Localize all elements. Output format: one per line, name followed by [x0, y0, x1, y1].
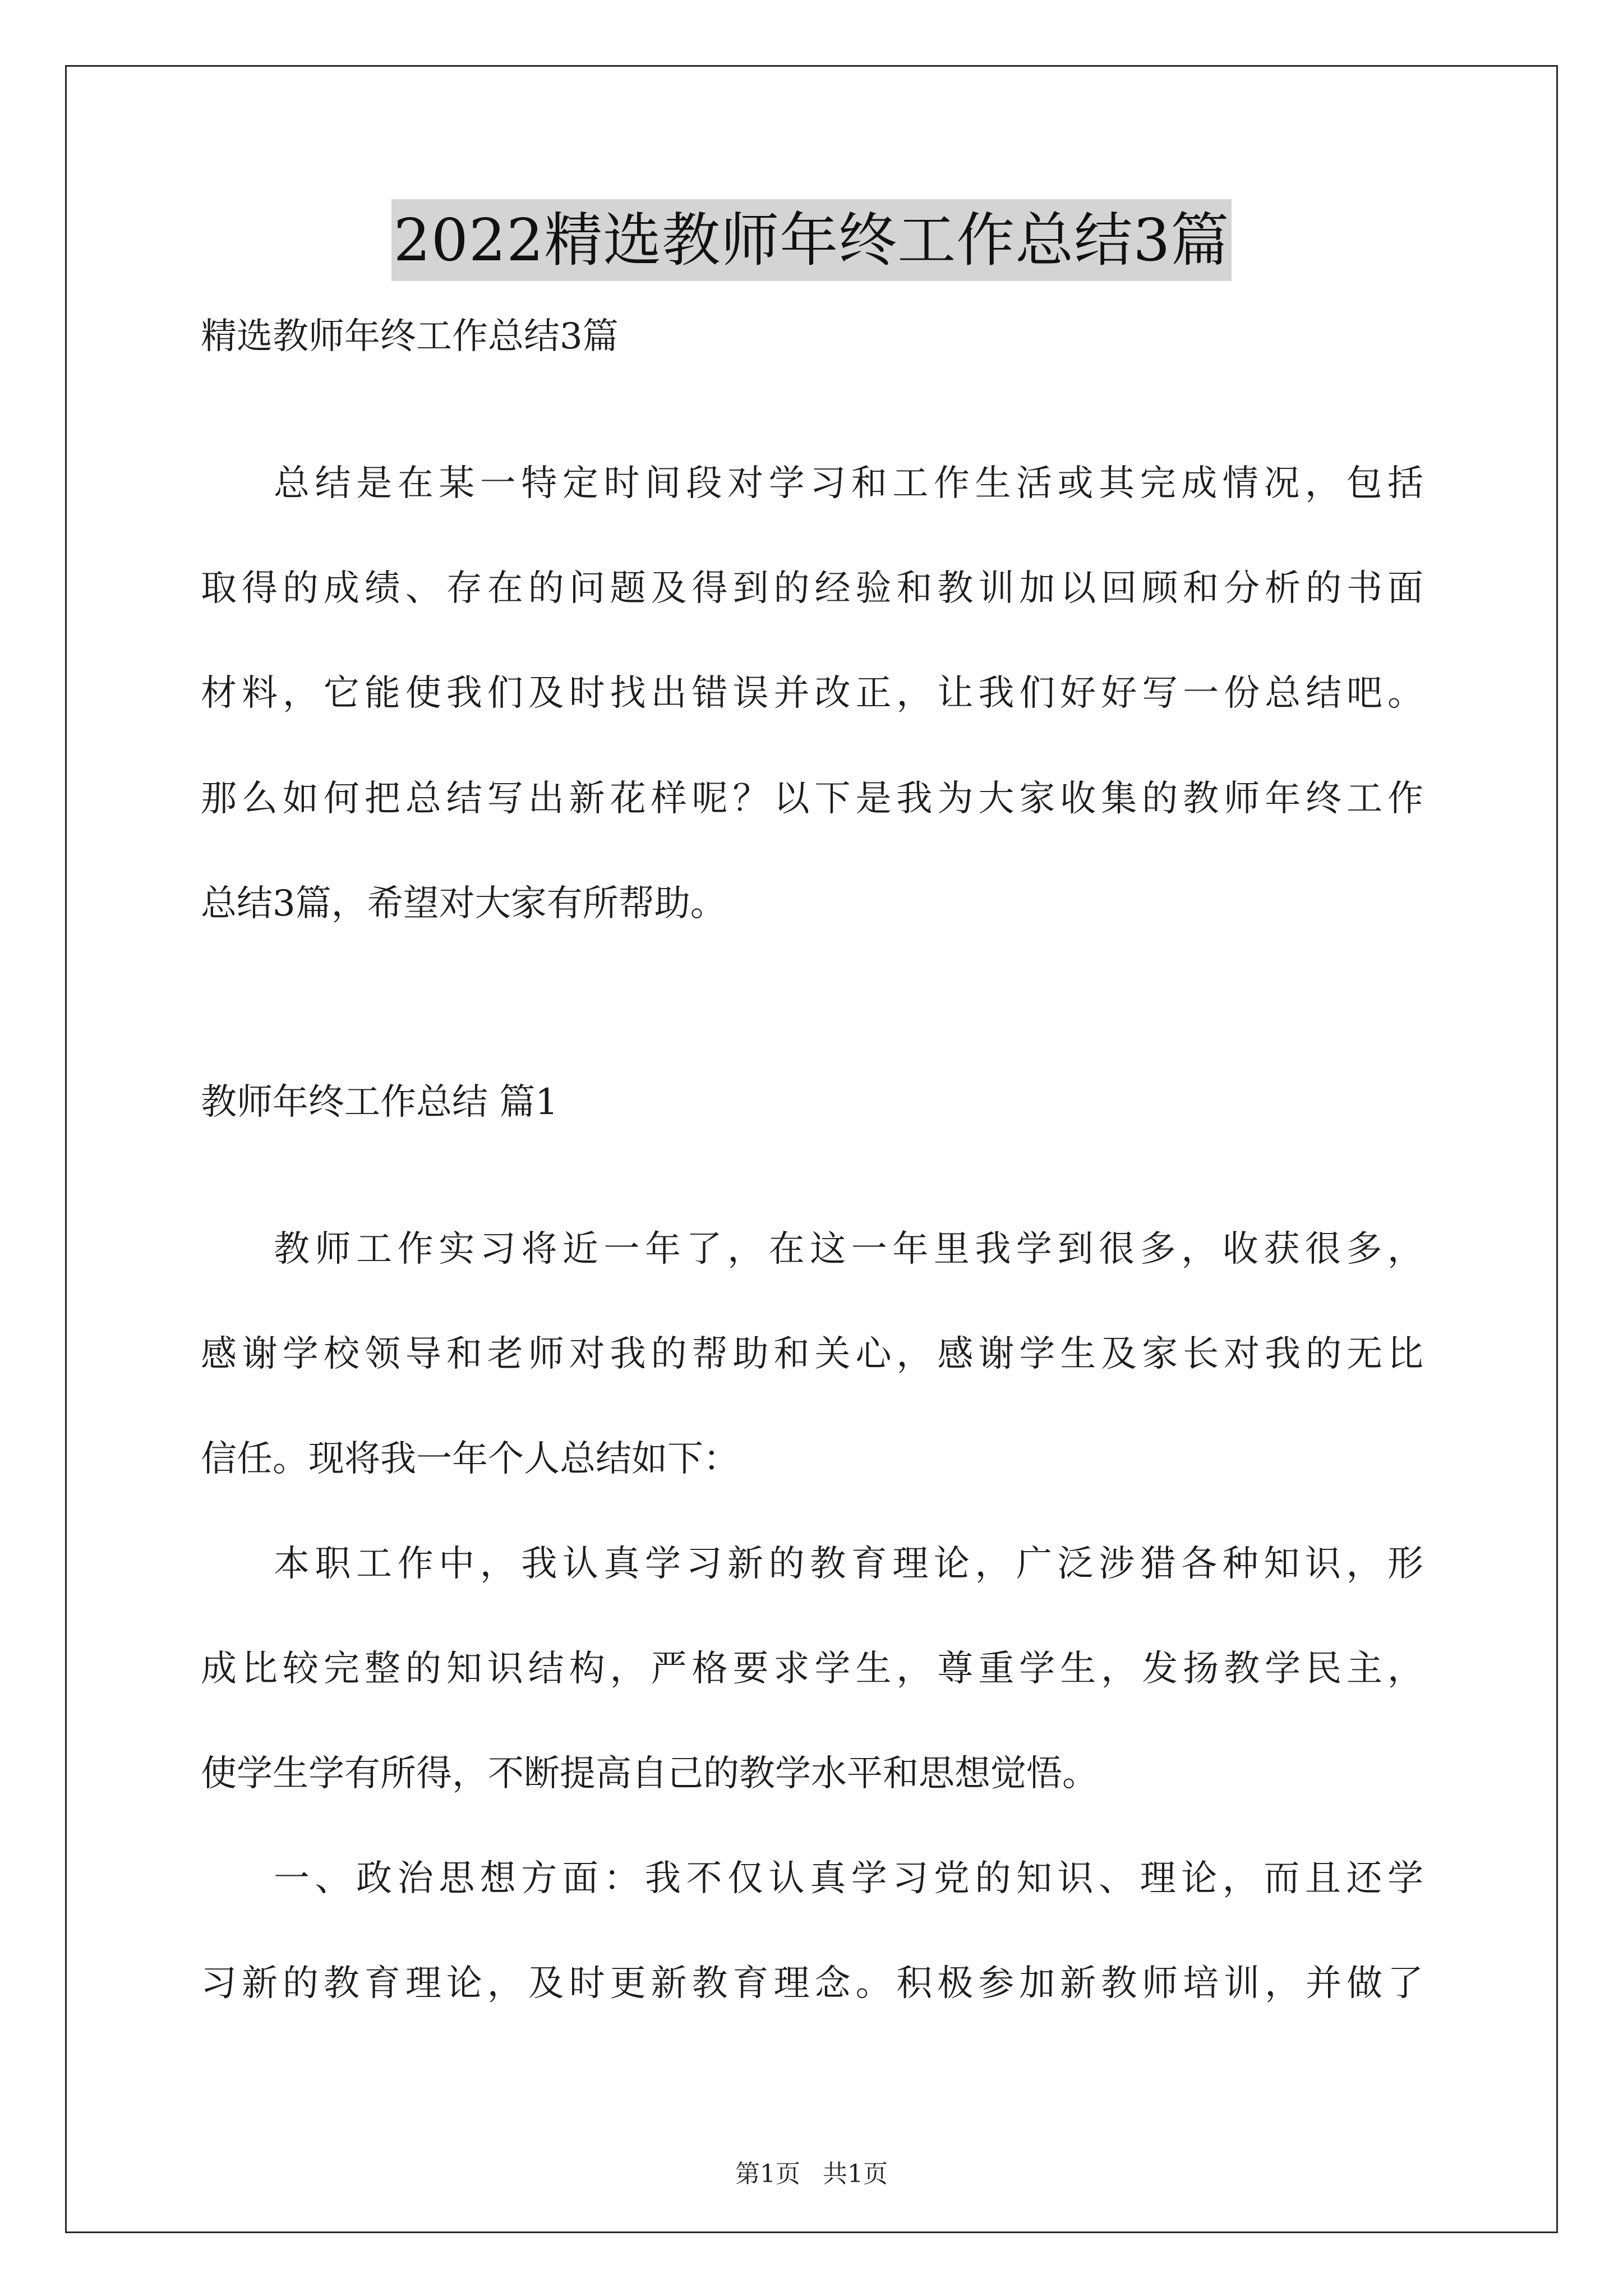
page-footer — [0, 2159, 1623, 2190]
intro-line: 那么如何把总结写出新花样呢？以下是我为大家收集的教师年终工作 — [201, 778, 1423, 820]
title-container — [0, 199, 1623, 281]
intro-line: 总结3篇，希望对大家有所帮助。 — [201, 883, 726, 924]
paragraph-line: 成比较完整的知识结构，严格要求学生，尊重学生，发扬教学民主， — [201, 1648, 1423, 1690]
paragraph-line: 习新的教育理论，及时更新教育理念。积极参加新教师培训，并做了 — [201, 1963, 1423, 2004]
document-subtitle: 精选教师年终工作总结3篇 — [201, 316, 619, 357]
paragraph-line: 一、政治思想方面：我不仅认真学习党的知识、理论，而且还学 — [274, 1858, 1423, 1899]
intro-line: 总结是在某一特定时间段对学习和工作生活或其完成情况，包括 — [274, 463, 1423, 504]
section-heading: 教师年终工作总结 篇1 — [201, 1082, 559, 1123]
paragraph-line: 感谢学校领导和老师对我的帮助和关心，感谢学生及家长对我的无比 — [201, 1333, 1423, 1375]
document-title: 2022精选教师年终工作总结3篇 — [391, 199, 1232, 281]
paragraph-line: 教师工作实习将近一年了，在这一年里我学到很多，收获很多， — [274, 1228, 1423, 1270]
intro-line: 取得的成绩、存在的问题及得到的经验和教训加以回顾和分析的书面 — [201, 568, 1423, 609]
paragraph-line: 本职工作中，我认真学习新的教育理论，广泛涉猎各种知识，形 — [274, 1543, 1423, 1585]
paragraph-line: 信任。现将我一年个人总结如下： — [201, 1438, 739, 1480]
page-total: 共1页 — [823, 2160, 888, 2188]
page-border — [65, 65, 1558, 2233]
page-number: 第1页 — [735, 2160, 800, 2188]
paragraph-line: 使学生学有所得，不断提高自己的教学水平和思想觉悟。 — [201, 1753, 1098, 1795]
intro-line: 材料，它能使我们及时找出错误并改正，让我们好好写一份总结吧。 — [201, 673, 1423, 714]
